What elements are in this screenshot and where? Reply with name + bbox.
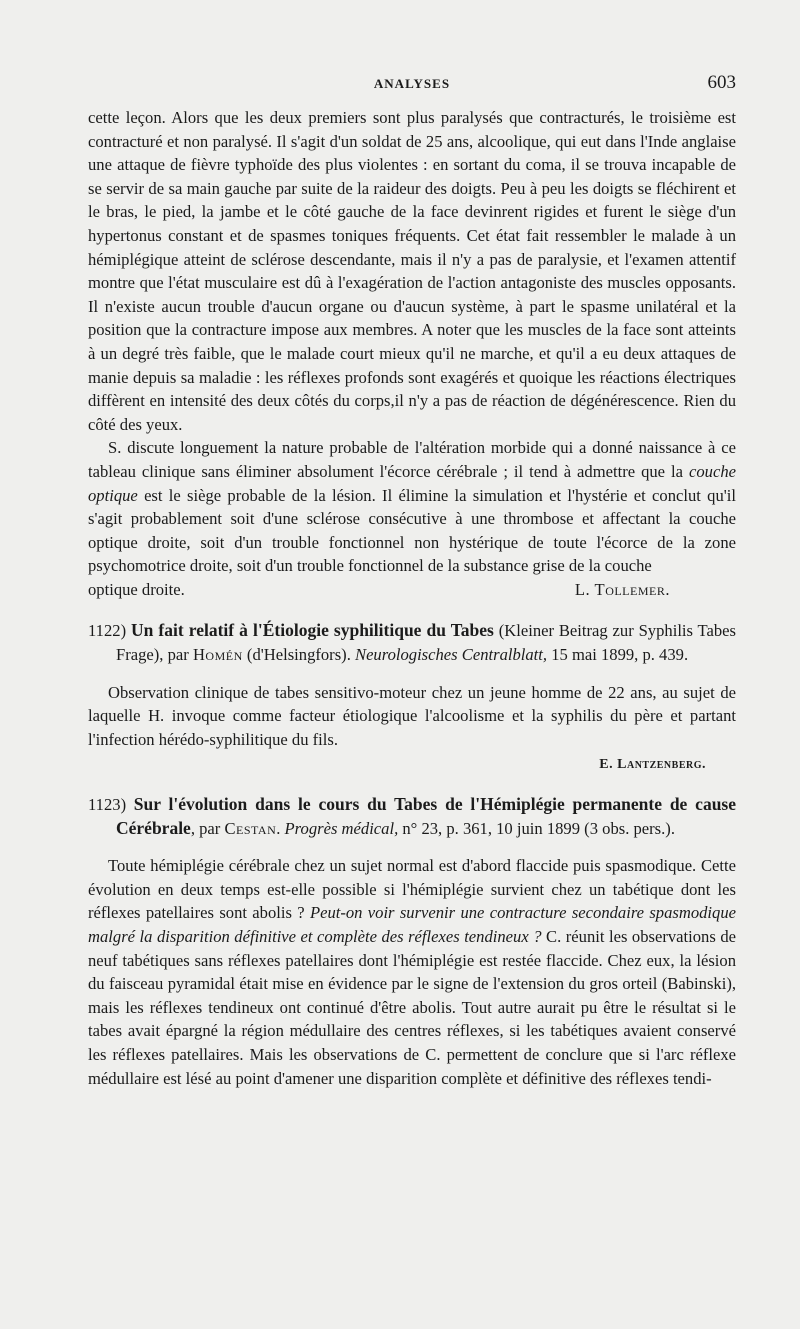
- entry-1123-body-italic: Peut-on voir survenir une contracture secondaire spasmodique malgré la disparition définitive et complète des réflexes tendineux ?: [88, 903, 736, 946]
- intro-p2-text-b: est le siège probable de la lésion. Il élimine la simulation et l'hystérie et conclut qu'il s'agit probablement soit d'une sclérose consécutive à une thrombose et affectant la couche optique droite, soit d'un trouble fonctionnel non hystérique de toute l'écorce de la zone psychomotrice droite, soit d'un trouble fonctionnel de la substance grise de la couche: [88, 485, 736, 576]
- entry-1123-meta-b: .: [276, 818, 285, 838]
- entry-1123-author: Cestan: [224, 818, 277, 838]
- page-header: [88, 72, 736, 96]
- entry-1122-signature-line: [88, 751, 736, 777]
- page-number: 603: [707, 72, 736, 93]
- intro-paragraph-2: [88, 436, 736, 578]
- intro-closing-line: [88, 578, 736, 602]
- intro-p2-text-a: S. discute longuement la nature probable de l'altération morbide qui a donné naissance à ce tableau clinique sans éliminer absolument l'écorce cérébrale ; il tend à admettre que la: [88, 438, 736, 481]
- intro-p2-last: optique droite.: [88, 579, 185, 599]
- entry-1122-title: Un fait relatif à l'Étiologie syphilitique du Tabes: [130, 620, 494, 641]
- entry-1123-journal: Progrès médical,: [284, 818, 399, 838]
- intro-paragraph-1: cette leçon. Alors que les deux premiers sont plus paralysés que contracturés, le troisième est contracturé et non paralysé. Il s'agit d'un soldat de 25 ans, alcoolique, qui eut dans l'Inde anglaise une attaque de fièvre typhoïde des plus violentes : en sortant du coma, il se trouva incapable de se servir de sa main gauche par suite de la raideur des doigts. Peu à peu les doigts se fléchirent et le bras, le pied, la jambe et le côté gauche de la face devinrent rigides et furent le siège d'un hypertonus constant et de spasmes toniques fréquents. Cet état fait ressembler le malade à un hémiplégique atteint de sclérose descendante, mais il n'y a pas de paralysie, et l'examen attentif montre que l'état musculaire est dû à l'exagération de l'action antagoniste des muscles opposants. Il n'existe aucun trouble d'aucun organe ou d'aucun système, à part le spasme unilatéral et la position que la contracture impose aux membres. A noter que les muscles de la face sont atteints à un degré très faible, que le malade court mieux qu'il ne marche, et qu'il a eu deux attaques de manie depuis sa maladie : les réflexes profonds sont exagérés et quoique les réactions électriques diffèrent en intensité des deux côtés du corps,il n'y a pas de réaction de dégénérescence. Rien du côté des yeux.: [88, 108, 736, 434]
- entry-1123-body: [88, 854, 736, 1090]
- entry-1123: [88, 793, 736, 1090]
- entry-1122-date: 15 mai 1899, p. 439.: [547, 645, 689, 665]
- entry-1123-title: Sur l'évolution dans le cours du Tabes de l'Hémiplégie permanente de cause Cérébrale: [116, 794, 736, 838]
- entry-1123-body-a: Toute hémiplégie cérébrale chez un sujet normal est d'abord flaccide puis spasmodique. Cette évolution en deux temps est-elle possible si l'hémiplégie survient chez un tabétique dont les réflexes patellaires sont abolis ?: [88, 856, 736, 923]
- entry-1123-number: 1123): [88, 795, 127, 815]
- page-content: [88, 106, 736, 1090]
- entry-1122-meta-a: (Kleiner Beitrag zur Syphilis Tabes Frage), par: [116, 621, 737, 665]
- entry-1123-heading: [88, 793, 736, 840]
- entry-1123-meta-a: , par: [190, 818, 225, 838]
- entry-1122-journal: Neurologisches Centralblatt,: [355, 645, 548, 665]
- entry-1122-body: Observation clinique de tabes sensitivo-moteur chez un jeune homme de 22 ans, au sujet de laquelle H. invoque comme facteur étiologique l'alcoolisme et la syphilis du père et partant l'infection hérédo-syphilitique du fils.: [88, 682, 736, 749]
- intro-signature: L. Tollemer.: [574, 579, 670, 599]
- entry-1123-details: n° 23, p. 361, 10 juin 1899 (3 obs. pers.).: [398, 818, 675, 838]
- entry-1122-author: Homén: [192, 645, 243, 665]
- entry-1122-meta-b: (d'Helsingfors).: [242, 645, 355, 665]
- entry-1122-number: 1122): [88, 621, 127, 641]
- entry-1122-signature: E. Lantzenberg.: [599, 757, 706, 773]
- entry-1123-body-b: C. réunit les observations de neuf tabétiques sans réflexes patellaires dont l'hémiplégie est restée flaccide. Chez eux, la lésion du faisceau pyramidal était mise en évidence par le signe de l'extension du gros orteil (Babinski), mais les réflexes tendineux ont continué d'être abolis. Tout autre aurait pu être le résultat si le tabes avait épargné la région médullaire des centres réflexes, si les tabétiques avaient conservé les réflexes patellaires. Mais les observations de C. permettent de conclure que si l'arc réflexe médullaire est lésé au point d'amener une disparition complète et définitive des réflexes tendi-: [88, 927, 736, 1088]
- running-head: ANALYSES: [373, 76, 451, 91]
- entry-1122-heading: [88, 619, 736, 666]
- intro-p2-italic: couche optique: [88, 461, 736, 505]
- entry-1122: [88, 619, 736, 777]
